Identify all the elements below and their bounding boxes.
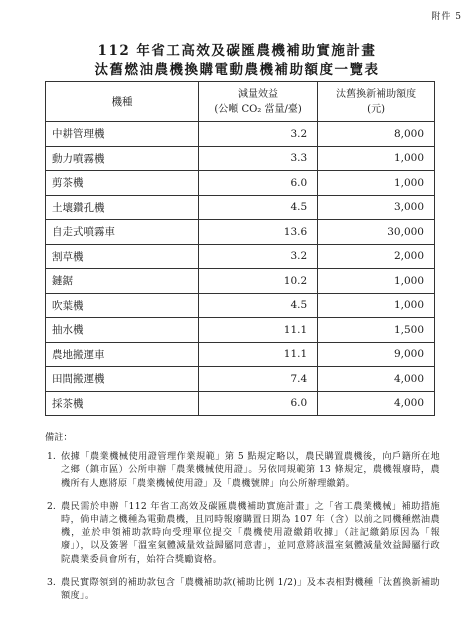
table-row [46,171,435,196]
cell-subsidy: 30,000 [318,220,435,245]
cell-machine: 農地搬運車 [46,342,199,367]
cell-subsidy: 8,000 [318,122,435,147]
header-reduction [198,82,317,122]
table-row [46,367,435,392]
cell-machine: 鏈鋸 [46,269,199,294]
note-text: 農民需於申辦「112 年省工高效及碳匯農機補助實施計畫」之「省工農業機械」補助措施時，倘申請之機種為電動農機，且同時報廢購置日期為 107 年（含）以前之同機種燃油農機，並於申領補助款時向受理單位提交「農機使用證繳銷收據」（註記繳銷原因為「報廢」），以及簽署「溫室氣體減量效益歸屬同意書」，並同意將該溫室氣體減量效益歸屬行政院農業委員會所有，始符合獎勵資格。 [61,500,440,565]
table-row [46,146,435,171]
note-text: 依據「農業機械使用證管理作業規範」第 5 點規定略以，農民購置農機後，向戶籍所在地之鄉（鎮市區）公所申辦「農業機械使用證」。另依同規範第 13 條規定，農機報廢時，農機所有人應將原「農業機械使用證」及「農機號牌」向公所辦理繳銷。 [61,451,440,489]
cell-subsidy: 1,000 [318,146,435,171]
cell-machine: 中耕管理機 [46,122,199,147]
cell-machine: 吹葉機 [46,293,199,318]
note-item [45,450,440,490]
header-reduction-unit: (公噸 CO₂ 當量/臺) [214,103,302,115]
table-row [46,269,435,294]
cell-machine: 動力噴霧機 [46,146,199,171]
cell-reduction: 4.5 [198,195,317,220]
cell-subsidy: 2,000 [318,244,435,269]
table-row [46,342,435,367]
cell-subsidy: 1,000 [318,293,435,318]
table-row [46,391,435,416]
cell-reduction: 13.6 [198,220,317,245]
table-row [46,195,435,220]
cell-subsidy: 1,000 [318,171,435,196]
page-subtitle: 汰舊燃油農機換購電動農機補助額度一覽表 [94,62,380,78]
note-number: 3. [47,576,56,588]
cell-reduction: 3.3 [198,146,317,171]
table-row [46,220,435,245]
cell-reduction: 11.1 [198,318,317,343]
table-header-row [46,82,435,122]
cell-subsidy: 4,000 [318,391,435,416]
cell-reduction: 4.5 [198,293,317,318]
attachment-label: 附件 5 [431,12,462,22]
notes-section [45,431,440,612]
cell-reduction: 11.1 [198,342,317,367]
table-row [46,318,435,343]
cell-subsidy: 3,000 [318,195,435,220]
cell-reduction: 3.2 [198,244,317,269]
note-text: 農民實際領到的補助款包含「農機補助款(補助比例 1/2)」及本表相對機種「汰舊換新補助額度」。 [61,576,440,602]
cell-reduction: 7.4 [198,367,317,392]
cell-subsidy: 1,500 [318,318,435,343]
header-reduction-label: 減量效益 [238,88,279,100]
cell-subsidy: 1,000 [318,269,435,294]
cell-reduction: 6.0 [198,391,317,416]
notes-title: 備註： [45,432,73,443]
note-number: 1. [47,451,56,463]
cell-machine: 土壤鑽孔機 [46,195,199,220]
notes-list [45,450,440,602]
note-item [45,576,440,602]
cell-subsidy: 4,000 [318,367,435,392]
cell-machine: 割草機 [46,244,199,269]
cell-machine: 田間搬運機 [46,367,199,392]
table-row [46,122,435,147]
table-row [46,244,435,269]
header-subsidy-label: 汰舊換新補助額度 [336,88,417,100]
cell-reduction: 10.2 [198,269,317,294]
cell-machine: 抽水機 [46,318,199,343]
header-machine-type: 機種 [46,82,199,122]
cell-machine: 自走式噴霧車 [46,220,199,245]
cell-reduction: 6.0 [198,171,317,196]
subsidy-table [45,81,435,416]
cell-machine: 剪茶機 [46,171,199,196]
header-subsidy [318,82,435,122]
cell-machine: 採茶機 [46,391,199,416]
note-number: 2. [47,500,56,512]
table-row [46,293,435,318]
cell-subsidy: 9,000 [318,342,435,367]
note-item [45,500,440,566]
page-title: 112 年省工高效及碳匯農機補助實施計畫 [97,43,377,59]
cell-reduction: 3.2 [198,122,317,147]
header-subsidy-unit: (元) [367,103,385,115]
